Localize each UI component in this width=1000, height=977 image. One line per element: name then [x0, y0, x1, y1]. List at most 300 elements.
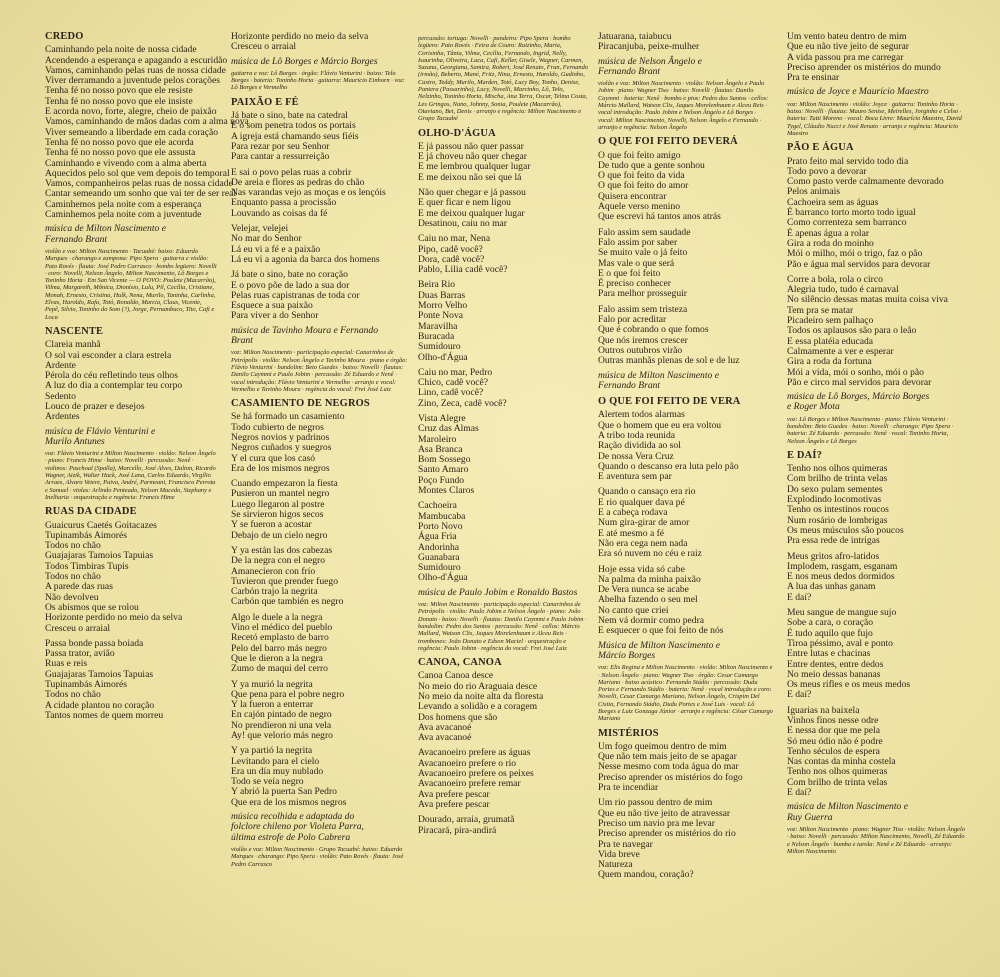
lyric-line: Pipo, cadê você? — [418, 243, 483, 255]
song-section — [787, 143, 967, 445]
lyric-line: Mói a vida, mói o sonho, mói o pão — [787, 366, 924, 378]
lyric-line: Guajajaras Tamoios Tapuias — [45, 550, 154, 562]
lyric-line: Pra te incendiar — [598, 782, 659, 794]
lyric-line: Cruz das Almas — [418, 423, 479, 435]
lyric-line: Negros novios y padrinos — [231, 431, 330, 443]
song-title: PÃO E ÁGUA — [787, 142, 854, 154]
lyric-line: Todos no chão — [45, 571, 101, 583]
lyric-line: Nem vá dormir como pedra — [598, 615, 705, 627]
lyric-line: Todos no chão — [45, 689, 101, 701]
lyric-line: Maroleiro — [418, 433, 457, 445]
lyric-line: Preciso um navio pra me levar — [598, 817, 715, 829]
song-title: E DAÍ? — [787, 449, 822, 461]
song-section — [598, 729, 773, 881]
lyric-line: Sumidouro — [418, 341, 461, 353]
lyric-line: De Vera nunca se acabe — [598, 584, 689, 596]
lyric-line: Que não tem mais jeito de se apagar — [598, 751, 737, 763]
lyric-line: Pão e água mal servidos para devorar — [787, 258, 931, 270]
lyric-line: Não era cega nem nada — [598, 537, 688, 549]
lyric-line: Algo le duele a la negra — [231, 611, 323, 623]
lyric-line: Cresceu o arraial — [45, 622, 110, 634]
lyric-line: E nessa dor que me pela — [787, 725, 880, 737]
lyric-line: Quando o cansaço era rio — [598, 486, 696, 498]
lyric-line: Falo assim por saber — [598, 236, 678, 248]
song-title: O QUE FOI FEITO DE VERA — [598, 396, 741, 408]
lyric-line: Que o homem que eu era voltou — [598, 419, 722, 431]
lyric-line: Maravilha — [418, 320, 458, 332]
lyric-line: Carbón trajo la negrita — [231, 586, 318, 598]
lyric-line: E me deixou não sei que lá — [418, 171, 522, 183]
lyric-line: Nesse mesmo com toda água do mar — [598, 761, 739, 773]
song-credit: música de Lô Borges e Márcio Borges — [231, 55, 378, 67]
lyric-line: Y ya están las dos cabezas — [231, 544, 333, 556]
lyric-line: Alertem todos alarmas — [598, 409, 685, 421]
lyric-line: É apenas água a rolar — [787, 227, 870, 239]
lyric-line: Para viver a do Senhor — [231, 310, 319, 322]
lyric-line: E até mesmo a fé — [598, 527, 665, 539]
song-section — [45, 31, 249, 321]
song-credit: Murilo Antunes — [45, 435, 105, 447]
lyric-line: Montes Claros — [418, 485, 475, 497]
lyric-line: E daí? — [787, 787, 812, 799]
lyric-line: Guaicurus Caetés Goitacazes — [45, 519, 157, 531]
lyric-line: Nas varandas vejo as moças e os lençóis — [231, 187, 386, 199]
lyric-line: Falo assim sem tristeza — [598, 303, 688, 315]
column-1 — [45, 31, 249, 969]
lyric-line: Falo assim sem saudade — [598, 226, 691, 238]
lyric-line: A cidade plantou no coração — [45, 699, 155, 711]
musician-credits: violão e voz: Milton Nascimento · Tacuabé: baixo: Eduardo Marques · charango e zampona: Pipo Spera · guitarra e violão: Pato Rovés · flauta: José Pedro Carrasco · bombo legüero: Novelli · coro: Novelli, Nelson Ângelo, Milton Nascimento, Lô Borges e Toninho Horta · Em San Vicente — O POVO: Poulete (Macarrão), Vilma, Margareth, Mônica, Dionísio, Lulu, Pil, Cecília, Cristiane, Monah, Ernesto, Cristina, Hulk, Nena, Murilo, Taninha, Carlinha, Elvas, Haroldo, Rafa, Totó, Ronaldo, Marcia, Claus, Vicente, Pepê, Silvio, Toninho do Som (?), Jorge, Pernambuco, Tito, Cafi e Loca — [45, 247, 217, 321]
lyric-line: Vista Alegre — [418, 412, 466, 424]
lyric-line: Ava prefere pescar — [418, 788, 490, 800]
lyric-line: Pra te ensinar — [787, 72, 840, 84]
column-3 — [418, 32, 588, 969]
lyric-line: Avacanoeiro prefere o rio — [418, 757, 517, 769]
lyric-line: Falo por acreditar — [598, 314, 667, 326]
song-section — [231, 98, 409, 393]
lyric-line: A tribo toda reunida — [598, 429, 675, 441]
musician-credits: violão e voz: Milton Nascimento · Grupo Tacuabé: baixo: Eduardo Marques · charango: Pipo Spera · violão: Pato Rovés · flauta: José Pedro Carrasco — [231, 845, 404, 868]
lyric-line: Vida breve — [598, 848, 640, 860]
song-section — [231, 399, 409, 868]
lyric-line: Acendendo a esperança e apagando a escuridão — [45, 54, 228, 66]
lyric-line: Todo cubierto de negros — [231, 421, 324, 433]
lyric-line: Lino, cadê você? — [418, 387, 484, 399]
song-section — [787, 32, 967, 137]
lyric-line: Beira Rio — [418, 279, 456, 291]
lyric-line: Louco de prazer e desejos — [45, 400, 145, 412]
lyric-line: Que le dieron a la negra — [231, 652, 323, 664]
lyric-line: Não quer chegar e já passou — [418, 187, 526, 199]
lyric-line: Tenha fé no nosso povo que ele resiste — [45, 85, 193, 97]
lyric-line: Pelas ruas capistranas de toda cor — [231, 289, 360, 301]
lyric-line: Velejar, velejei — [231, 223, 289, 235]
lyric-line: Santo Amaro — [418, 464, 469, 476]
lyric-line: Passa trator, avião — [45, 648, 115, 660]
lyric-line: Pérola do céu refletindo teus olhos — [45, 370, 178, 382]
lyric-line: Chico, cadê você? — [418, 377, 489, 389]
lyric-line: Aquecidos pelo sol que vem depois do temporal — [45, 167, 230, 179]
lyric-line: Que pena para el pobre negro — [231, 688, 345, 700]
song-title: CASAMIENTO DE NEGROS — [231, 398, 370, 410]
lyric-line: Jatuarana, taiabucu — [598, 31, 672, 42]
lyric-line: Caiu no mar, Nena — [418, 233, 491, 245]
lyric-line: No prendieron ni una vela — [231, 719, 332, 731]
column-5 — [787, 32, 967, 969]
lyric-line: Tenho séculos de espera — [787, 745, 880, 757]
lyric-line: Dos homens que são — [418, 711, 498, 723]
lyric-line: Caminhemos pela noite com a esperança — [45, 198, 202, 210]
lyric-line: Tuvieron que prender fuego — [231, 575, 339, 587]
lyric-line: Desatinou, caiu no mar — [418, 217, 507, 229]
lyric-line: Como correnteza sem barranco — [787, 217, 907, 229]
lyric-line: Ay! que velorio más negro — [231, 730, 333, 741]
song-credit: música de Nelson Ângelo e — [598, 55, 702, 67]
lyric-line: E já choveu não quer chegar — [418, 151, 527, 163]
song-title: RUAS DA CIDADE — [45, 506, 137, 518]
lyric-line: Os meus músculos são poucos — [787, 524, 904, 536]
lyric-line: Clareia manhã — [45, 339, 101, 351]
lyric-line: E daí? — [787, 591, 812, 603]
song-section — [418, 658, 588, 836]
lyric-line: De nossa Vera Cruz — [598, 450, 674, 462]
lyric-line: De areia e flores as pedras do chão — [231, 176, 365, 188]
song-title: PAIXÃO E FÉ — [231, 96, 299, 108]
lyric-line: Num rosário de lombrigas — [787, 514, 888, 526]
lyric-line: Canoa Canoa desce — [418, 670, 494, 682]
song-credit: música de Joyce e Maurício Maestro — [787, 86, 929, 98]
lyric-line: Vino el médico del pueblo — [231, 622, 333, 634]
lyric-line: E me lembrou qualquer lugar — [418, 161, 531, 173]
lyric-line: Porto Novo — [418, 520, 463, 532]
lyric-line: Todos os aplausos são para o leão — [787, 325, 917, 337]
lyric-line: Tenho nos olhos quimeras — [787, 766, 888, 778]
lyric-line: Ponte Nova — [418, 310, 464, 322]
lyric-line: No canto que criei — [598, 604, 669, 616]
lyric-line: Com brilho de trinta velas — [787, 776, 888, 788]
lyric-line: Zino, Zeca, cadê você? — [418, 397, 507, 409]
lyric-line: Um fogo queimou dentro de mim — [598, 740, 727, 752]
lyric-line: Caminhando e vivendo com a alma aberta — [45, 157, 207, 169]
lyric-line: Era un día muy nublado — [231, 765, 324, 777]
lyric-line: Gira a roda do moinho — [787, 237, 874, 249]
lyric-line: Vamos, caminhando de mãos dadas com a alma nova — [45, 116, 249, 128]
lyric-line: Natureza — [598, 859, 633, 871]
lyric-line: Caminhando pela noite de nossa cidade — [45, 44, 197, 56]
lyric-line: Era de los mismos negros — [231, 462, 330, 474]
lyric-line: Para melhor prosseguir — [598, 288, 687, 300]
lyric-line: Y la fueron a enterrar — [231, 699, 314, 711]
lyric-line: Corre a bola, rola o circo — [787, 273, 883, 285]
lyric-line: Picadeiro sem palhaço — [787, 315, 874, 327]
lyric-line: Guajajaras Tamoios Tapuias — [45, 668, 154, 680]
song-title: MISTÉRIOS — [598, 727, 659, 739]
lyric-line: Abelha fazendo o seu mel — [598, 594, 698, 606]
lyric-line: Ardente — [45, 359, 76, 371]
lyric-line: Dora, cadê você? — [418, 253, 485, 265]
lyric-line: Amanecieron con frío — [231, 565, 316, 577]
lyric-line: Que era de los mismos negros — [231, 796, 347, 808]
lyric-line: É preciso conhecer — [598, 278, 671, 290]
lyric-line: No mar do Senhor — [231, 233, 302, 245]
lyric-line: Quando o descanso era luta pelo pão — [598, 460, 739, 472]
lyric-line: Tiroa péssimo, aval e ponto — [787, 637, 893, 649]
lyric-line: E a cabeça rodava — [598, 507, 668, 519]
musician-credits: voz: Milton Nascimento · piano: Wagner Tiso · violão: Nelson Ângelo · baixo: Novelli · percussão: Milton Nascimento, Novelli, Zé Eduardo e Nelson Ângelo · bumba e tarola: Nenê e Zé Eduardo · arranjo: Milton Nascimento — [787, 825, 965, 855]
musician-credits: voz: Elis Regina e Milton Nascimento · violão: Milton Nascimento e · Nelson Ângelo · piano: Wagner Tiso · órgão: Cesar Camargo Mariano · baixo acústico: Fernando Stádio · percussão: Dudu Portes e Fernando Stádio · bateria: Nenê · vocal introdução e coro: Novelli, Cesar Camargo Mariano, Nelson Ângelo, Crispim Del Cistia, Fernando Stádio, Dudu Portes e José Luis · vocal: Lô Borges e Luiz Gonzaga Júnior · arranjo e regência: César Camargo Mariano — [598, 664, 773, 723]
lyric-line: Ava avacanoé — [418, 732, 472, 744]
song-section — [45, 507, 217, 721]
lyric-line: Na palma da minha paixão — [598, 573, 701, 585]
lyric-line: E o que foi feito — [598, 267, 661, 279]
lyric-line: E aventura sem par — [598, 471, 672, 483]
song-credit: Ruy Guerra — [787, 811, 833, 823]
lyric-line: Todo se veía negro — [231, 776, 304, 788]
song-section — [598, 137, 773, 391]
lyric-line: Implodem, rasgam, esganam — [787, 560, 898, 572]
lyric-line: Y el cura que los casó — [231, 452, 316, 464]
lyric-line: Todo povo a devorar — [787, 165, 867, 177]
lyric-line: No meio do rio Araguaia desce — [418, 680, 538, 692]
song-credit: Fernando Brant — [598, 65, 661, 77]
lyric-line: O que foi feito do amor — [598, 180, 689, 192]
lyric-line: No silêncio dessas matas muita coisa viva — [787, 294, 948, 306]
song-section — [787, 451, 967, 855]
song-credit: música de Lô Borges, Márcio Borges — [787, 391, 930, 403]
lyric-line: Só meu ódio não é podre — [787, 735, 883, 747]
lyric-line: E sai o povo pelas ruas a cobrir — [231, 166, 352, 178]
lyric-line: Gira a roda da fortuna — [787, 356, 872, 368]
song-title: O QUE FOI FEITO DEVERÁ — [598, 136, 738, 148]
lyric-line: Tenho os intestinos roucos — [787, 504, 889, 516]
song-credit: folclore chileno por Violeta Parra, — [231, 821, 364, 833]
lyric-line: Meu sangue de mangue sujo — [787, 607, 897, 619]
lyric-line: Pelos animais — [787, 186, 841, 198]
song-section — [418, 129, 588, 653]
lyric-line: No meio dessas bananas — [787, 668, 881, 680]
lyric-line: E o som penetra todos os portais — [231, 120, 356, 132]
lyric-line: Cantar semeando um sonho que vai ter de ser real — [45, 188, 237, 200]
lyric-line: Avacanoeiro prefere as águas — [418, 747, 531, 759]
song-title: CREDO — [45, 31, 84, 42]
lyric-line: Levitando para el cielo — [231, 755, 320, 767]
lyric-line: Iguarias na baixela — [787, 704, 860, 716]
lyric-line: Cuando empezaron la fiesta — [231, 478, 338, 490]
lyric-line: A vida passou pra me carregar — [787, 51, 904, 63]
lyric-line: Piracanjuba, peixe-mulher — [598, 41, 700, 53]
lyric-line: Passa bonde passa boiada — [45, 637, 144, 649]
lyric-line: Já bate o sino, bate na catedral — [231, 110, 348, 122]
lyric-line: E já passou não quer passar — [418, 140, 524, 152]
lyric-line: Todos Timbiras Tupis — [45, 560, 129, 572]
lyric-line: Hoje essa vida só cabe — [598, 563, 685, 575]
lyric-line: Guanabara — [418, 551, 460, 563]
lyric-line: E me deixou qualquer lugar — [418, 207, 525, 219]
song-credit: Márcio Borges — [598, 649, 656, 661]
lyric-line: Ava avacanoé — [418, 721, 472, 733]
lyric-line: E nos meus dedos dormidos — [787, 571, 895, 583]
lyric-line: Tenha fé no nosso povo que ele acorda — [45, 136, 194, 148]
lyric-line: Preciso aprender os mistérios do fogo — [598, 771, 743, 783]
lyric-line: No meio da noite alta da floresta — [418, 691, 544, 702]
column-2 — [231, 32, 409, 969]
lyric-line: Cachoeira — [418, 500, 457, 512]
song-section — [231, 32, 409, 92]
column-4 — [598, 32, 773, 969]
lyric-line: Num gira-girar de amor — [598, 517, 690, 529]
lyric-line: Preciso aprender os mistérios do mundo — [787, 61, 941, 73]
lyric-line: Poço Fundo — [418, 474, 465, 486]
lyric-line: Ava prefere pescar — [418, 798, 490, 810]
song-credit: música de Tavinho Moura e Fernando — [231, 324, 379, 336]
lyric-line: Ração dividida ao sol — [598, 440, 681, 452]
song-credit: Brant — [231, 335, 253, 347]
lyric-line: Sedento — [45, 390, 76, 402]
lyric-line: Se há formado un casamiento — [231, 411, 345, 423]
lyric-line: Tenha fé no nosso povo que ele insiste — [45, 95, 193, 107]
musician-credits: voz: Flávio Venturini e Milton Nascimento · violão: Nelson Ângelo · piano: Francis Hime · baixo: Novelli · percussão: Nenê · violinos: Paschoal (Spalla), Marcello, José Alves, Dalton, Ricardo Wagner, Aizik, Walter Hack, José Lana, Carlos Eduardo, Virgílio Arraes, Alvaro Vetere, Paiva, André, Parmeani, Francisco Perrota e Samuel · violas: Arlindo Penteado, Nelson Macedo, Stephany e Inelharia · orquestração e regência: Francis Hime — [45, 450, 216, 501]
lyric-line: Meus gritos afro-latidos — [787, 550, 880, 562]
musician-credits: guitarra e voz: Lô Borges · órgão: Flávio Venturini · baixo: Telo Borges · bateria: Toninho Horta · guitarra: Mauricio Einhorn · voz: Lô Borges e Vermelho — [231, 69, 406, 92]
lyric-line: Outras manhãs plenas de sol e de luz — [598, 355, 740, 367]
lyric-line: Tenho nos olhos quimeras — [787, 463, 888, 475]
lyric-line: Vamos, caminhando pelas ruas de nossa cidade — [45, 64, 226, 76]
lyric-line: Louvando as coisas da fé — [231, 207, 328, 219]
song-credit: música de Milton Nascimento e — [787, 801, 908, 813]
lyric-line: Para rezar por seu Senhor — [231, 140, 330, 152]
lyric-line: Os abismos que se rolou — [45, 601, 139, 613]
lyric-line: Negros cuñados y suegros — [231, 442, 332, 454]
lyric-line: Cachoeira sem as águas — [787, 196, 879, 208]
lyric-line: Se muito vale o já feito — [598, 247, 688, 259]
lyric-line: Olho-d'Água — [418, 351, 468, 363]
lyric-line: E daí? — [787, 689, 812, 701]
lyric-line: Y abrió la puerta San Pedro — [231, 786, 337, 798]
lyric-line: Caminhemos pela noite com a juventude — [45, 209, 202, 221]
lyric-line: Nas contas da minha costela — [787, 756, 896, 768]
lyric-line: Ruas e reis — [45, 658, 88, 670]
lyric-line: Pablo, Lilia cadê você? — [418, 264, 508, 276]
lyric-line: Vamos, companheiros pelas ruas de nossa cidade — [45, 178, 233, 190]
lyric-line: Esquece a sua paixão — [231, 300, 313, 312]
lyric-line: Olho-d'Água — [418, 572, 468, 584]
musician-credits: voz: Milton Nascimento · participação especial: Canarinhos de Petrópolis · violão: Paulo Jobim e Nelson Ângelo · piano: João Donato · baixo: Novelli · flautas: Danilo Caymmi e Paulo Jobim · bandolim: Pedro dos Santos · percussão: Nenê · cellos: Márcio Mallard, Watson Clis, Jaques Morelenbaum e Alceu Reis · trombones: João Donato e Edson Maciel · orquestração e regência: Paulo Jobim · regência do vocal: Frei José Luiz — [418, 601, 587, 652]
lyric-line: Pelo del barro más negro — [231, 642, 327, 654]
lyric-line: Andorinha — [418, 541, 460, 553]
lyric-line: Sumidouro — [418, 562, 461, 574]
song-credit: música de Milton Nascimento e — [45, 223, 166, 235]
song-section — [598, 32, 773, 131]
lyric-line: A parede das ruas — [45, 581, 113, 593]
lyric-line: Para cantar a ressurreição — [231, 151, 330, 163]
lyric-line: Que escrevi há tantos anos atrás — [598, 211, 721, 223]
song-credit: música de Milton Nascimento e — [598, 369, 719, 381]
lyric-line: Caiu no mar, Pedro — [418, 366, 493, 378]
lyric-line: Bom Sossego — [418, 454, 471, 466]
lyric-line: Debajo de un cielo negro — [231, 529, 328, 541]
lyric-line: Um vento bateu dentro de mim — [787, 31, 907, 42]
lyric-line: Duas Barras — [418, 289, 466, 301]
song-section — [45, 327, 217, 501]
lyric-line: Mambucaba — [418, 510, 466, 522]
lyric-line: Morro Velho — [418, 300, 468, 312]
lyric-line: Que é cobrando o que fomos — [598, 324, 709, 336]
lyric-line: Alegria tudo, tudo é carnaval — [787, 284, 899, 296]
lyric-line: Entre lutas e chacinas — [787, 648, 871, 660]
lyric-line: E essa platéia educada — [787, 335, 874, 347]
lyric-line: Enquanto passa a procissão — [231, 197, 337, 209]
lyric-line: Mas vale o que será — [598, 257, 675, 269]
lyric-line: Tenha fé no nosso povo que ele assusta — [45, 147, 196, 159]
song-credit: e Roger Mota — [787, 401, 840, 413]
lyric-line: E esquecer o que foi feito de nós — [598, 625, 724, 637]
lyric-line: O que foi feito da vida — [598, 170, 685, 182]
lyric-line: Prato feito mal servido todo dia — [787, 155, 909, 167]
lyric-line: Zumo de maqui del cerro — [231, 663, 328, 675]
lyric-line: A igreja está chamando seus fiéis — [231, 130, 359, 142]
song-credit: música de Paulo Jobim e Ronaldo Bastos — [418, 586, 578, 598]
lyric-line: A luz do dia a contemplar teu corpo — [45, 380, 183, 392]
lyric-line: Pra essa rede de intrigas — [787, 535, 880, 547]
lyric-line: Lá eu vi a fé e a paixão — [231, 243, 321, 255]
song-credit: Fernando Brant — [45, 233, 108, 245]
song-section — [598, 397, 773, 723]
lyric-line: Vinhos finos nesse odre — [787, 715, 879, 726]
lyric-line: Explodindo locomotivas — [787, 494, 882, 506]
song-credit: música recolhida e adaptada do — [231, 811, 355, 823]
lyric-line: Horizonte perdido no meio da selva — [45, 612, 183, 624]
lyric-line: O sol vai esconder a clara estrela — [45, 349, 172, 361]
lyric-line: Tem pra se matar — [787, 304, 854, 316]
lyric-line: Tantos nomes de quem morreu — [45, 709, 164, 721]
lyric-line: Avacanoeiro prefere remar — [418, 778, 521, 790]
song-credit: Música de Milton Nascimento e — [598, 639, 721, 651]
lyric-line: Carbón que también es negro — [231, 596, 344, 608]
lyric-line: Cresceu o arraial — [231, 41, 296, 53]
musician-credits: violão e voz: Milton Nascimento · violão: Nelson Ângelo e Paulo Jobim · piano: Wagner Tiso · baixo: Novelli · flautas: Danilo Caymmi · bateria: Nenê · bombo e pios: Pedro dos Santos · cellos: Márcio Mallard, Watson Clis, Jaques Morelenbaum e Alceu Reis · vocal introdução: Paulo Jobim e Nelson Ângelo e Lô Borges · vocal: Milton Nascimento, Novelli, Nelson Ângelo e Fernando · arranjo e regência: Nelson Ângelo — [598, 80, 769, 131]
lyric-line: Ardentes — [45, 411, 80, 423]
lyric-line: E acorda novo, forte, alegre, cheio de paixão — [45, 106, 217, 118]
musician-credits: voz: Lô Borges e Milton Nascimento · piano: Flávio Venturini · bandolim: Beto Guedes · baixo: Novelli · charango: Pipo Spera · bateria: Zé Eduardo · percussão: Nenê · vocal: Toninho Horta, Nelson Ângelo e Lô Borges — [787, 415, 954, 445]
musician-credits: voz: Milton Nascimento · violão: Joyce · guitarra: Toninho Horta · baixo: Novelli · flautas: Mauro Senise, Meirelles, Jorginho e Celso · bateria: Tutti Moreno · vocal: Boca Livre: Maurício Maestro, David Tygel, Cláudio Nucci e José Renato · arranjo e regência: Maurício Maestro — [787, 100, 962, 137]
lyric-line: Levando a solidão e a coragem — [418, 701, 538, 713]
lyric-line: Que eu não tive jeito de segurar — [787, 41, 910, 53]
lyric-line: Dourado, arraia, grumatã — [418, 814, 515, 826]
lyric-line: Que nós iremos crescer — [598, 334, 688, 346]
lyric-line: Com brilho de trinta velas — [787, 473, 888, 485]
lyric-line: Não devolveu — [45, 591, 99, 603]
lyric-line: Pra te navegar — [598, 838, 653, 850]
lyric-line: É barranco torto morto todo igual — [787, 207, 916, 219]
lyric-line: Era só nuvem no céu e raiz — [598, 548, 702, 560]
lyric-line: Quem mandou, coração? — [598, 869, 694, 881]
lyric-line: Já bate o sino, bate no coração — [231, 269, 348, 281]
lyric-line: Que eu não tive jeito de atravessar — [598, 807, 731, 819]
lyric-line: Asa Branca — [418, 443, 463, 455]
lyric-line: Viver derramando a juventude pelos corações — [45, 75, 220, 87]
musician-credits: voz: Milton Nascimento · participação especial: Canarinhos de Petrópolis · violão: Nelson Ângelo e Tavinho Moura · piano e órgão: Flávio Venturini · bandolim: Beto Guedes · baixo: Novelli · flautas: Danilo Caymmi e Paulo Jobim · percussão: Zé Eduardo e Nenê · vocal introdução: Flávio Venturini e Vermelho · arranjo e vocal: Vermelho e Tavinho Moura · regência do vocal: Frei José Luiz — [231, 349, 408, 393]
song-title: NASCENTE — [45, 325, 104, 337]
lyric-line: Se sirvieron higos secos — [231, 509, 324, 521]
lyric-line: De la negra con el negro — [231, 555, 326, 567]
lyric-line: Sobe a cara, o coração — [787, 617, 874, 629]
lyric-line: Tupinambás Aimorés — [45, 679, 127, 690]
lyric-line: Viver semeando a liberdade em cada coração — [45, 126, 219, 138]
lyric-line: Tupinambás Aimorés — [45, 529, 127, 541]
lyric-line: Recetó emplasto de barro — [231, 632, 329, 644]
lyric-line: Pusieron un mantel negro — [231, 488, 330, 500]
lyric-line: Y se fueron a acostar — [231, 519, 312, 531]
